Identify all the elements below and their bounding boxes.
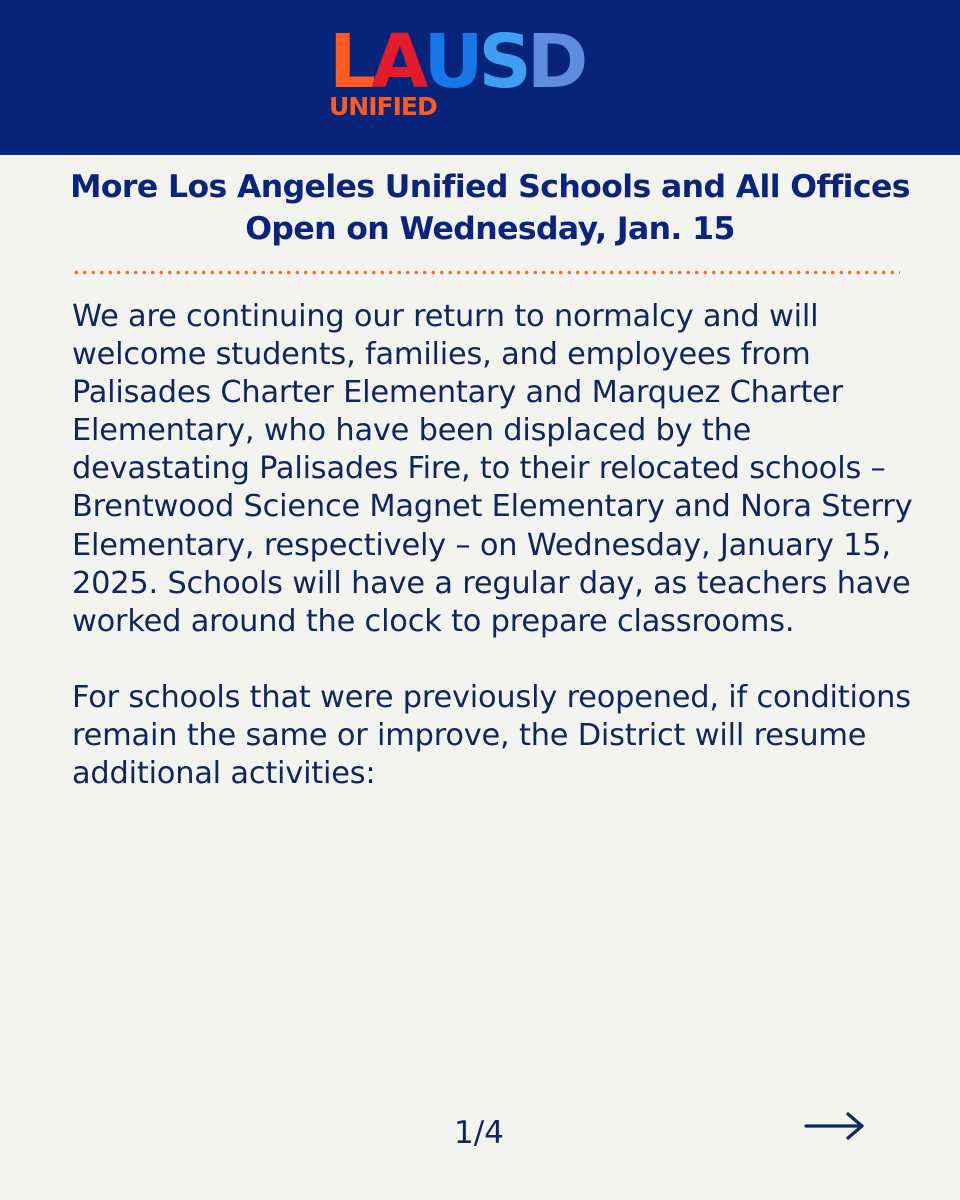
body-paragraph-1: We are continuing our return to normalcy and will welcome students, families, and employees from Palisades Charter Elementary and Marquez Charter Elementary, who have been displaced by the devastating Palisades Fire, to their relocated schools – Brentwood Science Magnet Elementary and Nora Sterry Elementary, respectively – on Wednesday, January 15, 2025. Schools will have a regular day, as teachers have worked around the clock to prepare classrooms. [72, 299, 913, 639]
header-banner [0, 0, 960, 155]
dotted-divider [72, 270, 900, 275]
logo-letter-a: A [371, 19, 424, 105]
lausd-logo [329, 19, 639, 128]
page-title: More Los Angeles Unified Schools and All Offices Open on Wednesday, Jan. 15 [70, 169, 910, 247]
logo-letter-l: L [329, 19, 372, 105]
logo-wordmark [329, 19, 584, 105]
body-text [72, 298, 924, 831]
logo-letter-s: S [478, 19, 527, 105]
page-indicator: 1/4 [454, 1115, 504, 1151]
logo-letter-d: D [526, 19, 584, 105]
logo-letter-u: U [423, 19, 479, 105]
arrow-right-icon[interactable] [804, 1108, 866, 1144]
body-paragraph-2: For schools that were previously reopened, if conditions remain the same or improve, the District will resume additional activities: [72, 679, 911, 792]
logo-subtitle: UNIFIED [329, 92, 437, 121]
